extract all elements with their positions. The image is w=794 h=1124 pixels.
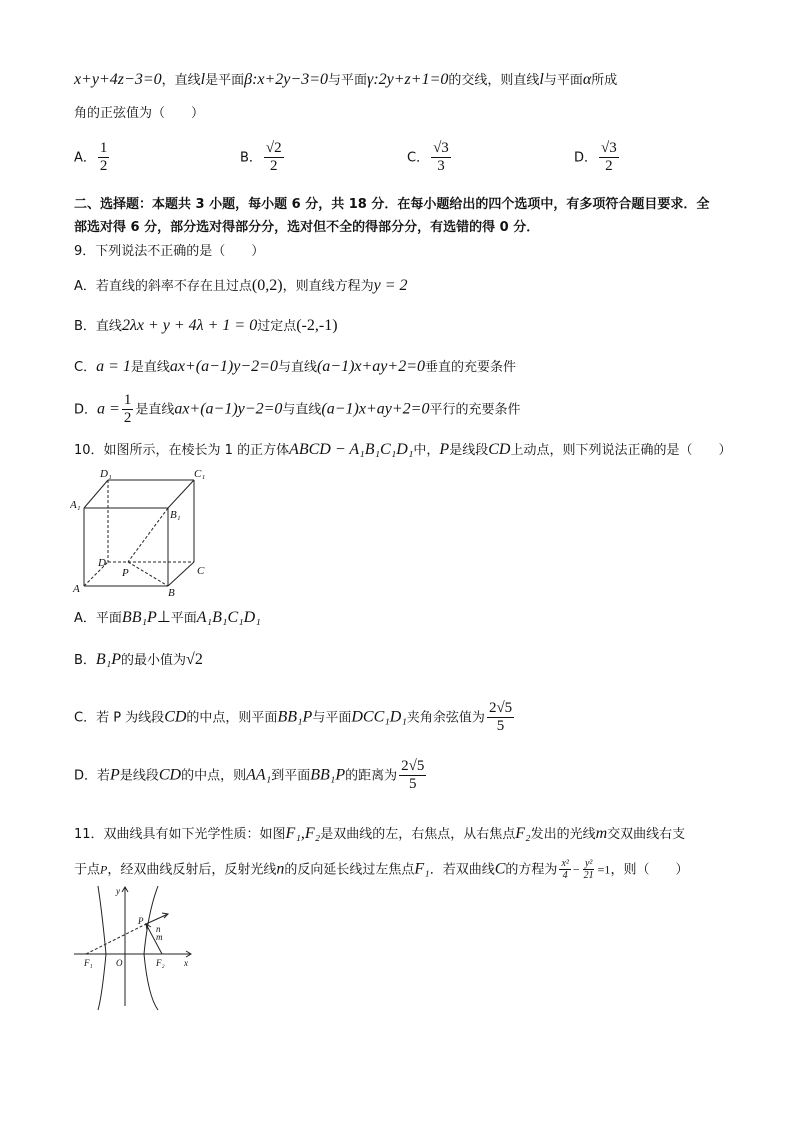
hyperbola-left-branch [98,886,106,1010]
q8-line2: 角的正弦值为（ ） [74,106,205,121]
q10-option-c[interactable]: C．若 P 为线段CD的中点，则平面BB₁P与平面DCC₁D₁夹角余弦值为 $\frac{2√5}{5}$ [74,700,513,734]
label-a1: A₁ [70,499,81,511]
q9-option-d[interactable]: D．a = $\frac{1}{2}$ 是直线ax+(a−1)y−2=0与直线(a−1)x+ay+2=0平行的充要条件 [74,392,521,426]
section2-heading-line1: 二、选择题：本题共 3 小题，每小题 6 分，共 18 分．在每小题给出的四个选项中，有多项符合题目要求．全 [74,197,710,212]
label-x: x [184,958,188,968]
q10-option-a[interactable]: A．平面BB₁P⊥平面A₁B₁C₁D₁ [74,609,261,626]
label-d: D [98,557,106,569]
edge-a1d1 [84,480,108,508]
label-o: O [116,958,123,968]
segment-pb [128,562,168,586]
edge-b1c1 [168,480,194,508]
eq-x-term: $\frac{\text{x²}}{4}$ [561,858,569,881]
hyperbola-figure [74,882,204,1012]
hyperbola-right-branch [144,886,158,1010]
label-c: C [197,565,205,577]
q10-option-d[interactable]: D．若P是线段CD的中点，则AA₁到平面BB₁P的距离为 $\frac{2√5}{5}$ [74,758,425,792]
q8-option-d[interactable]: D． $\frac{√3}{2}$ [574,140,617,174]
label-d1: D₁ [100,468,112,480]
label-n: n [156,924,161,934]
label-c1: C₁ [194,468,206,480]
q10-stem: 10．如图所示，在棱长为 1 的正方体ABCD − A₁B₁C₁D₁中，P是线段CD上动点，则下列说法正确的是（ ） [74,441,732,458]
eq-y-term: $\frac{\text{y²}}{21}$ [583,858,594,881]
plane-gamma-equation: γ:2y+z+1=0 [367,71,449,88]
label-m: m [156,932,163,942]
q11-line1: 11．双曲线具有如下光学性质：如图F₁,F₂是双曲线的左，右焦点，从右焦点F₂发出的光线m交双曲线右支 [74,825,686,842]
label-a: A [73,583,80,595]
label-b: B [168,587,175,598]
q9-option-c[interactable]: C．a = 1是直线ax+(a−1)y−2=0与直线(a−1)x+ay+2=0垂直的充要条件 [74,358,517,375]
q8-line1: x+y+4z−3=0，直线l是平面β:x+2y−3=0与平面γ:2y+z+1=0的交线，则直线l与平面α所成 [74,71,618,88]
section2-heading-line2: 部选对得 6 分，部分选对得部分分，选对但不全的得部分分，有选错的得 0 分． [74,220,540,235]
label-p: P [122,567,129,579]
q9-option-b[interactable]: B．直线2λx + y + 4λ + 1 = 0过定点(-2,-1) [74,317,338,334]
q10-option-b[interactable]: B．B₁P的最小值为√2 [74,651,203,668]
label-y: y [116,886,120,896]
q11-line2: 于点P，经双曲线反射后，反射光线n的反向延长线过左焦点F₁．若双曲线C的方程为 $\frac{\text{x²}}{4}$ − $\frac{\text{y²}}{21}$ =1，则（ ） [74,858,689,881]
q8-option-c[interactable]: C． $\frac{√3}{3}$ [407,140,449,174]
plane-beta-equation: β:x+2y−3=0 [244,71,328,88]
edge-bc [168,562,194,586]
q9-stem: 9．下列说法不正确的是（ ） [74,244,265,259]
label-b1: B₁ [170,509,181,521]
reflected-ray-extension [86,924,146,954]
q8-option-b[interactable]: B． $\frac{√2}{2}$ [240,140,282,174]
label-f1: F₁ [84,958,93,968]
cube-figure [70,466,220,598]
label-p: P [138,916,144,926]
q9-option-a[interactable]: A．若直线的斜率不存在且过点(0,2)，则直线方程为y = 2 [74,277,408,294]
label-f2: F₂ [156,958,165,968]
plane-alpha-equation: x+y+4z−3=0 [74,71,162,88]
segment-b1p [128,508,168,562]
q8-option-a[interactable]: A． $\frac{1}{2}$ [74,140,108,174]
